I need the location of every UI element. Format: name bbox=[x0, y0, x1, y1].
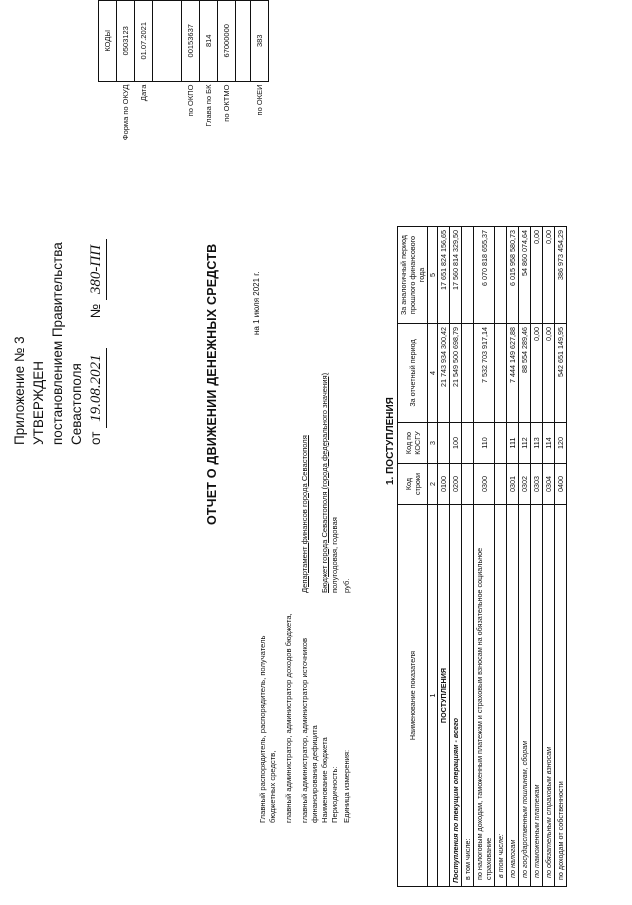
table-row: по обязательным страховым взносам 0304 114 0,00 0,00 bbox=[543, 227, 555, 887]
code-bk: 814 bbox=[200, 1, 218, 82]
col-number: 2 bbox=[428, 464, 438, 505]
approved-label: УТВЕРЖДЕН bbox=[31, 360, 46, 445]
header-label: бюджетных средств, bbox=[268, 750, 277, 823]
codes-header: КОДЫ bbox=[99, 1, 117, 82]
appendix-number: Приложение № 3 bbox=[12, 336, 27, 445]
table-row: по налогам 0301 111 7 444 149 627,88 6 015 958 580,73 bbox=[507, 227, 519, 887]
header-label: Главный распорядитель, распорядитель, получатель bbox=[258, 635, 267, 823]
header-value-unit: руб. bbox=[342, 578, 351, 593]
header-label: главный администратор, администратор доходов бюджета, bbox=[284, 613, 293, 823]
table-row: по таможенным платежам 0303 113 0,00 0,00 bbox=[531, 227, 543, 887]
col-header-name: Наименование показателя bbox=[398, 505, 428, 887]
table-row: по государственным пошлинам, сборам 0302 112 88 554 289,46 54 860 074,64 bbox=[519, 227, 531, 887]
table-row: по доходам от собственности 0400 120 542 651 149,95 386 973 454,29 bbox=[555, 227, 567, 887]
approved-by: постановлением Правительства bbox=[50, 242, 65, 445]
header-label: Единица измерения: bbox=[342, 749, 351, 823]
col-number: 4 bbox=[428, 324, 438, 423]
col-header-current: За отчетный период bbox=[398, 324, 428, 423]
approval-date: 19.08.2021 bbox=[87, 348, 107, 428]
code-okud: 0503123 bbox=[117, 1, 135, 82]
header-label: Наименование бюджета bbox=[320, 737, 329, 823]
table-row: в том числе: bbox=[495, 227, 507, 887]
approval-block bbox=[10, 5, 107, 445]
header-value-organization: Департамент финансов города Севастополя bbox=[300, 435, 309, 593]
header-value-budget: Бюджет города Севастополя (города федерального значения) bbox=[320, 372, 329, 593]
col-header-prev: За аналогичный период прошлого финансового года bbox=[398, 227, 428, 324]
code-okpo: 00153637 bbox=[182, 1, 200, 82]
table-row: Поступления по текущим операциям - всего 0200 100 21 549 500 698,79 17 560 814 329,50 bbox=[450, 227, 462, 887]
table-row: в том числе: bbox=[462, 227, 474, 887]
report-title: ОТЧЕТ О ДВИЖЕНИИ ДЕНЕЖНЫХ СРЕДСТВ bbox=[205, 243, 219, 525]
code-empty bbox=[236, 1, 251, 82]
receipts-table bbox=[397, 226, 567, 887]
code-empty bbox=[153, 1, 182, 82]
approval-number: 380-ПП bbox=[87, 239, 107, 300]
header-value-periodicity: полугодовая, годовая bbox=[330, 517, 339, 593]
col-number: 1 bbox=[428, 505, 438, 887]
code-oktmo: 67000000 bbox=[218, 1, 236, 82]
col-header-kosgu: Код по КОСГУ bbox=[398, 423, 428, 464]
codes-box: КОДЫ Форма по ОКУД 0503123 Дата 01.07.2021 по ОКПО 00153637 Глава по БК 814 по ОКТМО 67000000 по ОКЕИ 383 bbox=[98, 0, 269, 155]
table-row: ПОСТУПЛЕНИЯ 0100 21 743 934 300,42 17 651 824 156,65 bbox=[438, 227, 450, 887]
col-number: 5 bbox=[428, 227, 438, 324]
code-date: 01.07.2021 bbox=[135, 1, 153, 82]
col-number: 3 bbox=[428, 423, 438, 464]
approved-by-city: Севастополя bbox=[69, 363, 84, 445]
code-okei: 383 bbox=[251, 1, 269, 82]
table-row: по налоговым доходам, таможенным платежам и страховым взносам на обязательное социальное страхование 0300 110 7 532 703 917,14 6 070 818 655,37 bbox=[474, 227, 495, 887]
col-header-line: Код строки bbox=[398, 464, 428, 505]
approval-date-line: от 19.08.2021 № 380-ПП bbox=[86, 5, 107, 445]
header-label: Периодичность: bbox=[330, 766, 339, 823]
header-label: финансирования дефицита bbox=[310, 725, 319, 823]
header-label: главный администратор, администратор источников bbox=[300, 637, 309, 823]
section-title: 1. ПОСТУПЛЕНИЯ bbox=[385, 397, 396, 485]
report-date: на 1 июля 2021 г. bbox=[252, 271, 261, 335]
